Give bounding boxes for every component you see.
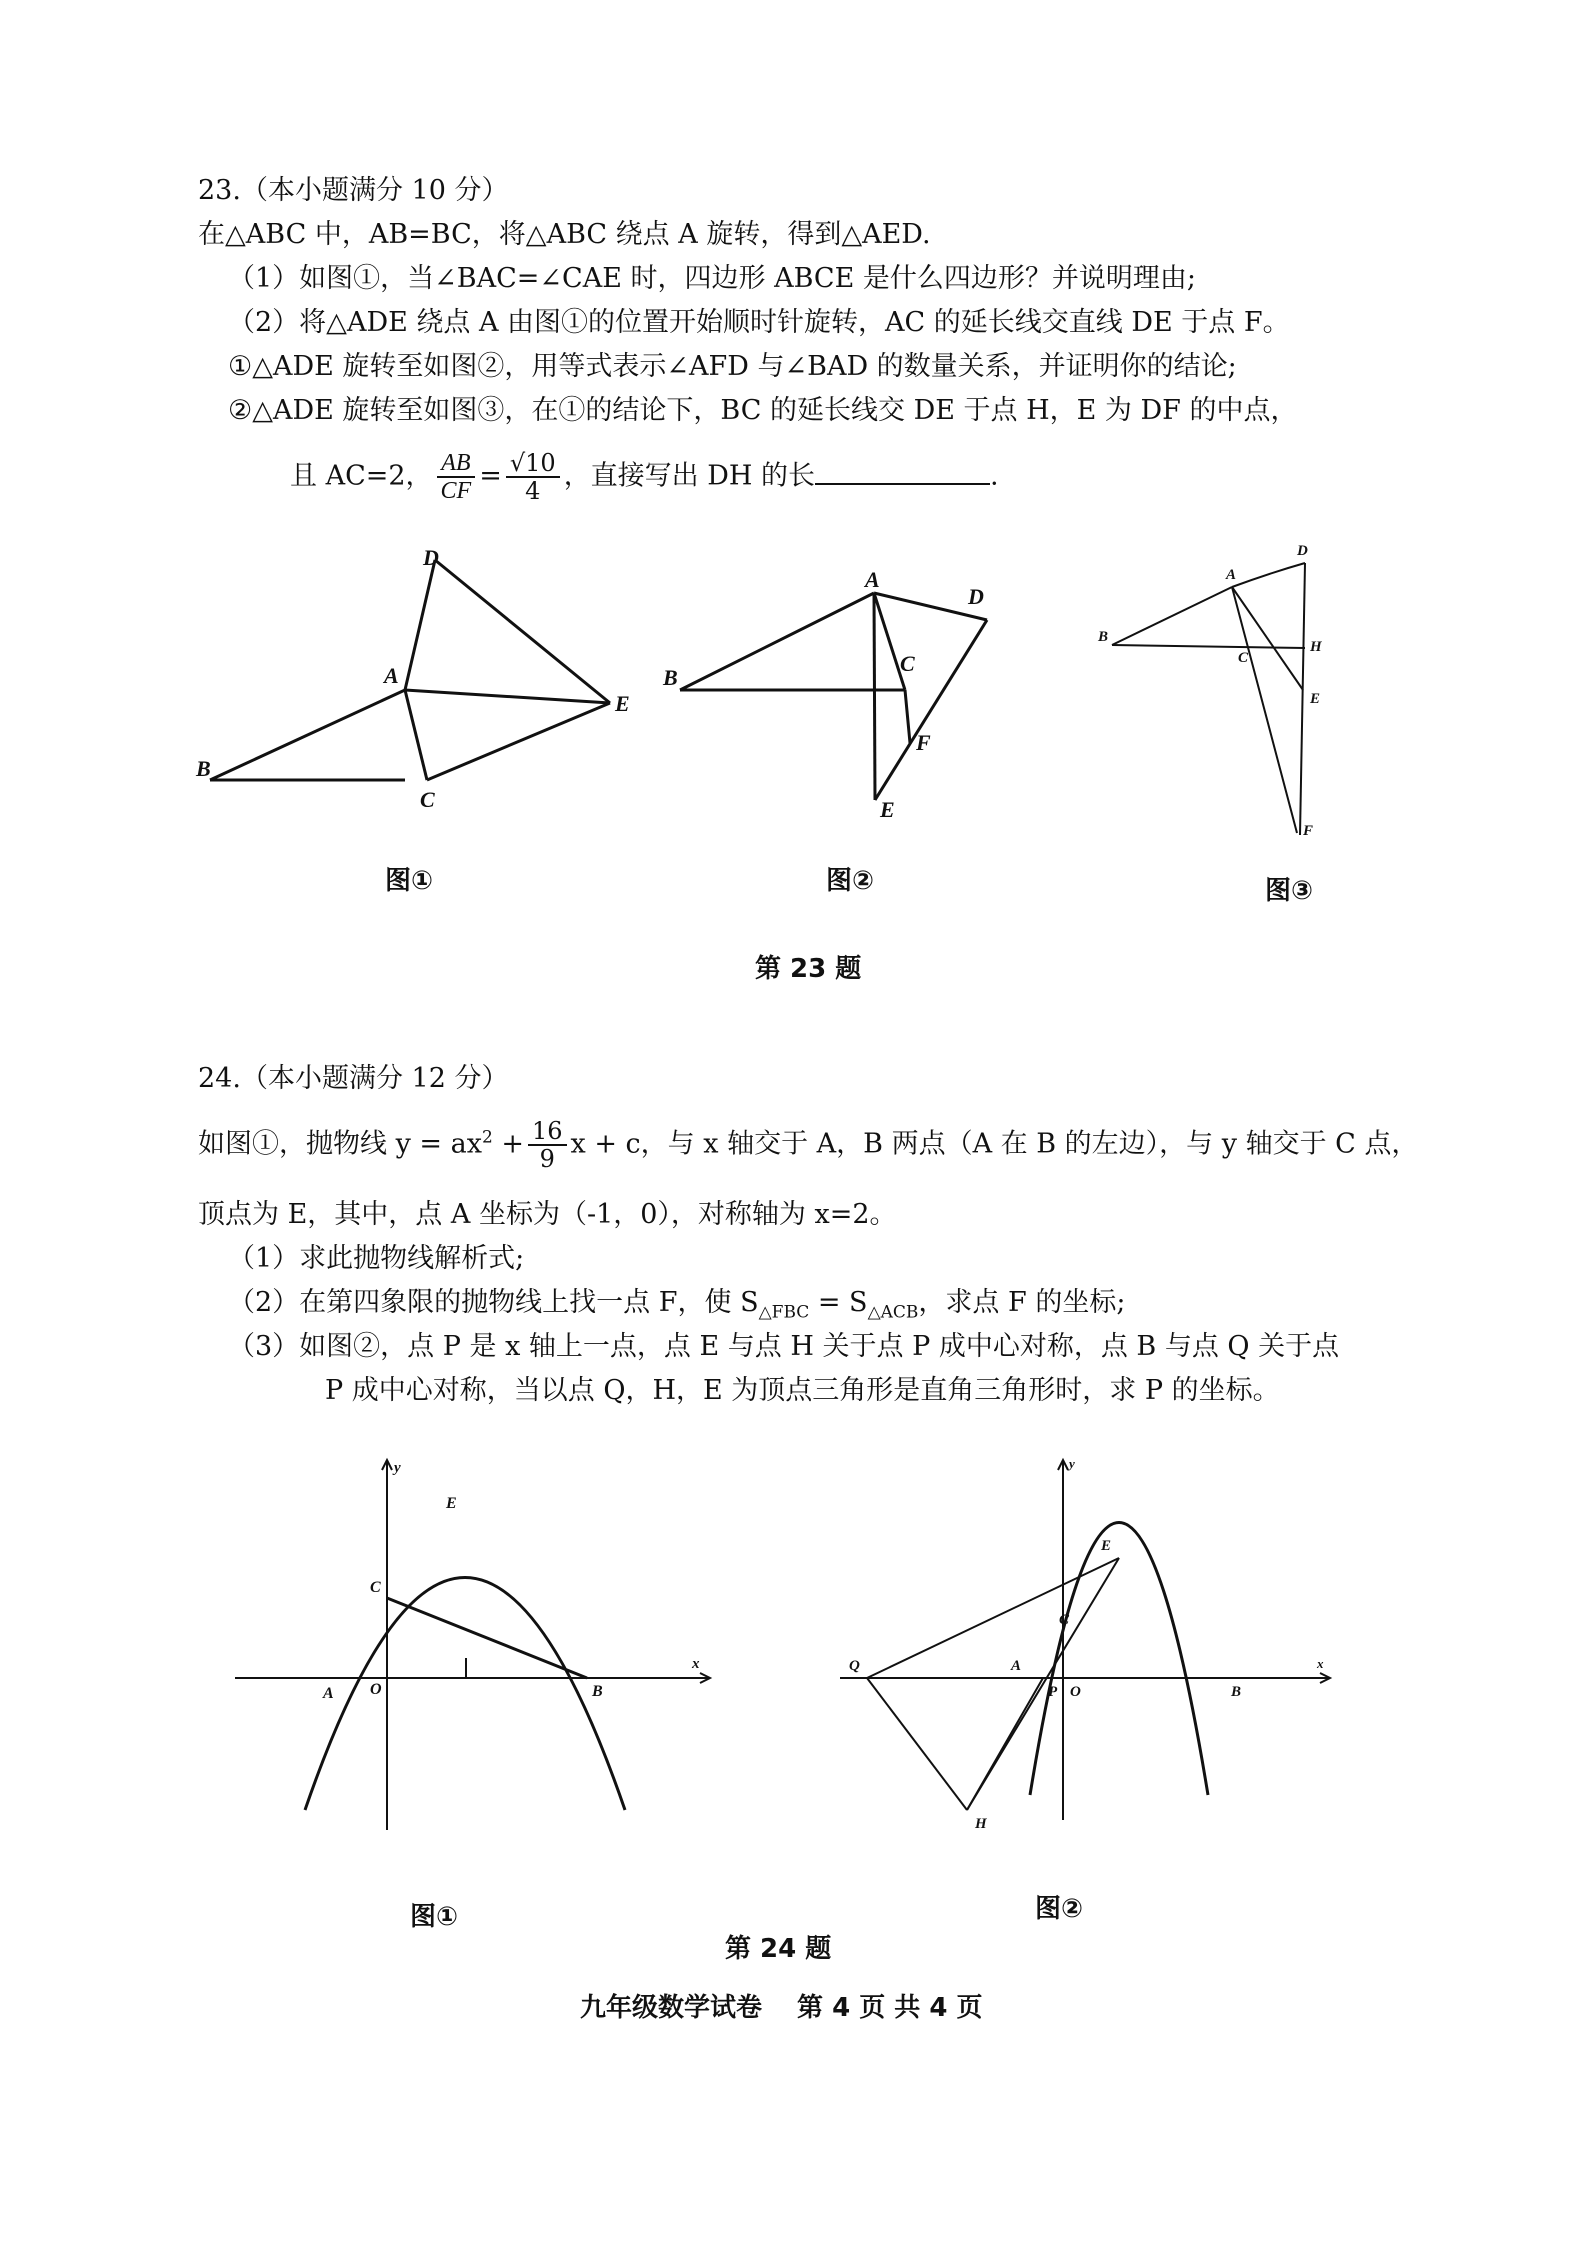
- q23-part2: （2）将△ADE 绕点 A 由图①的位置开始顺时针旋转，AC 的延长线交直线 DE 于点 F。: [228, 307, 1290, 338]
- equals-sign: =: [479, 460, 502, 492]
- q24-stem-line1: [198, 1118, 1418, 1172]
- label-x: x: [692, 1656, 700, 1672]
- q23-figure-2: [660, 555, 1000, 830]
- label-B: B: [196, 756, 211, 781]
- label-B: B: [1098, 629, 1109, 645]
- q23-condition-text: 且 AC=2，: [290, 460, 433, 492]
- q23-part2-sub3: [290, 450, 999, 504]
- label-D: D: [968, 584, 984, 609]
- page-footer: 九年级数学试卷 第 4 页 共 4 页: [580, 1993, 983, 2023]
- label-D: D: [1297, 543, 1308, 559]
- q24-stem-line2: 顶点为 E，其中，点 A 坐标为（-1，0），对称轴为 x=2。: [198, 1199, 897, 1230]
- label-B: B: [1231, 1684, 1242, 1700]
- fraction-numerator: AB: [437, 450, 474, 478]
- subscript-acb: △ACB: [867, 1302, 919, 1323]
- label-F: F: [1303, 823, 1314, 839]
- equals-sign: = S: [809, 1287, 868, 1318]
- q23-part1: （1）如图①，当∠BAC=∠CAE 时，四边形 ABCE 是什么四边形？并说明理由;: [228, 263, 1196, 294]
- label-D: D: [423, 545, 439, 570]
- label-C: C: [1238, 650, 1249, 666]
- q24-part2: [228, 1286, 1125, 1329]
- label-A: A: [384, 663, 399, 688]
- label-A: A: [323, 1685, 334, 1702]
- answer-blank: [815, 459, 990, 485]
- fraction-16-9: [528, 1118, 567, 1172]
- fraction-numerator: 16: [528, 1118, 567, 1146]
- fraction-denominator: 4: [525, 477, 541, 505]
- plus-sign: +: [492, 1128, 524, 1160]
- q24-part1: （1）求此抛物线解析式;: [228, 1243, 525, 1274]
- q23-figure-1-caption: 图①: [385, 866, 434, 896]
- q24-part3-line1: （3）如图②，点 P 是 x 轴上一点，点 E 与点 H 关于点 P 成中心对称，点 B 与点 Q 关于点: [228, 1331, 1340, 1362]
- label-O: O: [1070, 1684, 1081, 1700]
- q23-figure-1: [190, 545, 650, 835]
- label-A: A: [1011, 1658, 1022, 1674]
- q23-part2-sub1: ①△ADE 旋转至如图②，用等式表示∠AFD 与∠BAD 的数量关系，并证明你的结论;: [228, 351, 1237, 382]
- label-B: B: [663, 665, 678, 690]
- q23-stem: 在△ABC 中，AB=BC，将△ABC 绕点 A 旋转，得到△AED.: [198, 219, 931, 250]
- label-H: H: [975, 1816, 987, 1832]
- label-E: E: [880, 797, 895, 822]
- q24-figure-2: [835, 1440, 1340, 1840]
- fraction-ab-cf: [437, 450, 476, 504]
- period: .: [990, 460, 999, 492]
- label-P: P: [1048, 1684, 1058, 1700]
- label-y: y: [394, 1460, 401, 1476]
- q24-section-caption: 第 24 题: [725, 1934, 832, 1964]
- fraction-sqrt10-4: [506, 450, 560, 504]
- label-H: H: [1310, 639, 1322, 655]
- q23-section-caption: 第 23 题: [755, 954, 862, 984]
- label-E: E: [446, 1495, 457, 1512]
- label-E: E: [1101, 1538, 1112, 1554]
- label-C: C: [420, 787, 435, 812]
- q24-parabola-intro: 如图①，抛物线 y = ax: [198, 1128, 482, 1160]
- q24-part2-ask: ，求点 F 的坐标;: [918, 1287, 1126, 1318]
- q24-part3-line2: P 成中心对称，当以点 Q，H，E 为顶点三角形是直角三角形时，求 P 的坐标。: [325, 1375, 1280, 1406]
- label-y: y: [1069, 1456, 1075, 1471]
- q24-figure-2-caption: 图②: [1035, 1894, 1084, 1924]
- q23-figure-3: [1090, 535, 1350, 850]
- label-A: A: [1226, 567, 1237, 583]
- fraction-denominator: 9: [539, 1145, 555, 1173]
- q24-stem-text: x + c，与 x 轴交于 A，B 两点（A 在 B 的左边），与 y 轴交于 C 点，: [570, 1128, 1419, 1160]
- label-E: E: [615, 691, 630, 716]
- q23-figure-3-caption: 图③: [1265, 876, 1314, 906]
- q24-figure-1: [230, 1440, 720, 1840]
- q24-header: 24.（本小题满分 12 分）: [198, 1063, 509, 1094]
- label-C: C: [370, 1579, 381, 1596]
- q23-figure-2-caption: 图②: [826, 866, 875, 896]
- q24-figure-1-caption: 图①: [410, 1902, 459, 1932]
- exponent: 2: [481, 1127, 493, 1148]
- q23-ask-text: ，直接写出 DH 的长: [563, 460, 816, 492]
- label-F: F: [916, 730, 931, 755]
- label-B: B: [592, 1683, 603, 1700]
- fraction-denominator: CF: [440, 478, 472, 504]
- label-O: O: [370, 1681, 382, 1698]
- subscript-fbc: △FBC: [758, 1302, 810, 1323]
- label-C: C: [900, 651, 915, 676]
- label-A: A: [865, 567, 880, 592]
- q23-part2-sub2: ②△ADE 旋转至如图③，在①的结论下，BC 的延长线交 DE 于点 H，E 为 DF 的中点，: [228, 395, 1298, 426]
- q24-part2-text: （2）在第四象限的抛物线上找一点 F，使 S: [228, 1287, 759, 1318]
- label-x: x: [1317, 1656, 1324, 1671]
- label-C: C: [1059, 1612, 1070, 1628]
- q23-header: 23.（本小题满分 10 分）: [198, 175, 509, 206]
- fraction-numerator: √10: [506, 450, 560, 478]
- label-Q: Q: [849, 1658, 860, 1674]
- label-E: E: [1310, 691, 1321, 707]
